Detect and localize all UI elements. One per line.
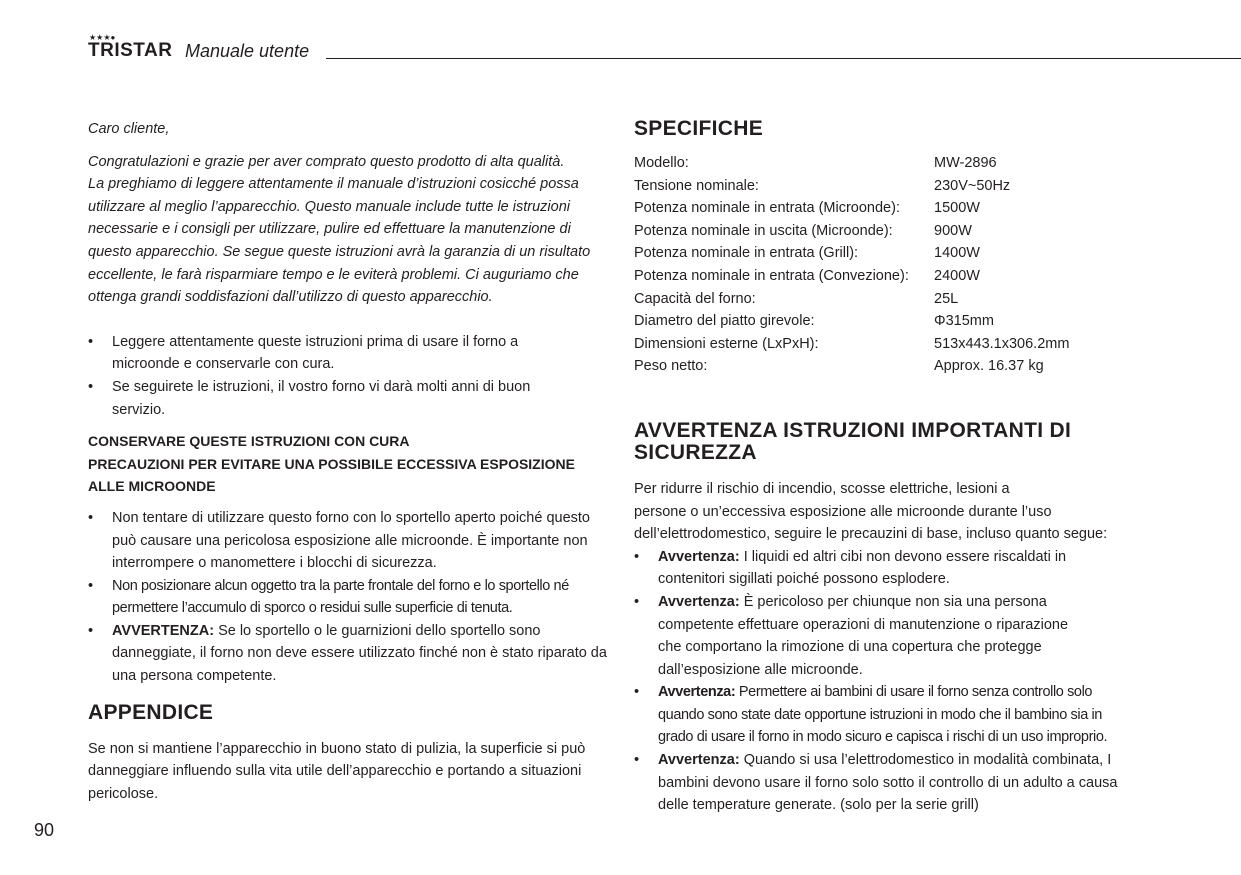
safety-intro-line: Per ridurre il rischio di incendio, scosse elettriche, lesioni a — [634, 480, 1010, 497]
item-text: I liquidi ed altri cibi non devono essere riscaldati in contenitori sigillati poiché possono esplodere. — [658, 548, 1067, 588]
specifications-title: SPECIFICHE — [634, 117, 764, 140]
list-item — [634, 546, 1134, 591]
list-item: • Se seguirete le istruzioni, il vostro forno vi darà molti anni di buon servizio. — [88, 376, 558, 421]
spec-row — [634, 152, 1174, 175]
warning-label: Avvertenza: — [658, 548, 740, 565]
spec-row — [634, 333, 1174, 356]
item-text: Se lo sportello o le guarnizioni dello sportello sono danneggiate, il forno non deve essere utilizzato finché non è stato riparato da una persona competente. — [112, 622, 607, 685]
spec-row — [634, 310, 1174, 333]
spec-value: 1400W — [934, 245, 980, 262]
warning-label: Avvertenza: — [658, 752, 740, 769]
appendix-title: APPENDICE — [88, 700, 214, 724]
list-item — [88, 507, 608, 575]
item-text: Quando si usa l’elettrodomestico in modalità combinata, I bambini devono usare il forno solo sotto il controllo di un adulto a causa delle temperature generate. (solo per la serie grill) — [658, 752, 1118, 814]
spec-label: Potenza nominale in entrata (Microonde): — [634, 200, 900, 217]
section-heading: PRECAUZIONI PER EVITARE UNA POSSIBILE ECCESSIVA ESPOSIZIONE ALLE MICROONDE — [88, 455, 575, 495]
bullet-list-precautions — [88, 507, 608, 688]
spec-value: 1500W — [934, 200, 980, 217]
list-item: • Leggere attentamente queste istruzioni prima di usare il forno a microonde e conservarle con cura. — [88, 331, 558, 376]
list-item — [634, 591, 1134, 681]
page-number: 90 — [34, 820, 55, 840]
spec-value: 230V~50Hz — [934, 177, 1011, 194]
item-text: Non posizionare alcun oggetto tra la parte frontale del forno e lo sportello né permettere l’accumulo di sporco o residui sulle superficie di tenuta. — [112, 577, 569, 617]
section-heading: CONSERVARE QUESTE ISTRUZIONI CON CURA — [88, 433, 410, 450]
spec-value: 900W — [934, 222, 972, 239]
intro-line: eccellente, le farà risparmiare tempo e le eviterà problemi. Ci auguriamo che — [88, 266, 579, 283]
warning-label: AVVERTENZA: — [112, 622, 215, 639]
list-item — [88, 575, 608, 620]
spec-label: Tensione nominale: — [634, 177, 759, 194]
spec-value: 2400W — [934, 267, 980, 284]
warning-label: Avvertenza: — [658, 593, 740, 610]
logo-wordmark: TRISTAR — [88, 40, 173, 61]
manual-title: Manuale utente — [185, 41, 310, 61]
spec-row — [634, 197, 1174, 220]
list-item — [88, 620, 608, 688]
spec-row — [634, 242, 1174, 265]
bullet-list-general — [88, 331, 558, 421]
page-header — [88, 34, 1241, 64]
spec-label: Potenza nominale in entrata (Grill): — [634, 245, 859, 262]
intro-paragraph — [88, 151, 608, 309]
safety-intro-line: dell’elettrodomestico, seguire le precauzini di base, incluso quanto segue: — [634, 526, 1108, 543]
item-text: È pericoloso per chiunque non sia una persona competente effettuare operazioni di manutenzione o riparazione che comportano la rimozione di una copertura che protegge dall’esposizione alle microonde. — [658, 593, 1069, 678]
header-divider — [326, 58, 1241, 59]
spec-label: Diametro del piatto girevole: — [634, 313, 815, 330]
spec-row — [634, 265, 1174, 288]
item-text: Non tentare di utilizzare questo forno con lo sportello aperto poiché questo può causare una pericolosa esposizione alle microonde. È importante non interrompere o manomettere i blocchi di sicurezza. — [112, 509, 590, 572]
spec-value: 25L — [934, 290, 959, 307]
spec-row — [634, 175, 1174, 198]
warning-label: Avvertenza: — [658, 684, 736, 701]
tristar-logo — [88, 34, 180, 60]
list-item — [634, 749, 1134, 817]
safety-intro-line: persone o un’eccessiva esposizione alle microonde durante l’uso — [634, 503, 1052, 520]
bullet-list-warnings — [634, 546, 1134, 817]
specifications-table — [634, 152, 1174, 378]
left-column — [88, 118, 608, 805]
safety-intro — [634, 478, 1174, 546]
spec-label: Capacità del forno: — [634, 290, 756, 307]
spec-value: 513x443.1x306.2mm — [934, 335, 1070, 352]
intro-line: Congratulazioni e grazie per aver comprato questo prodotto di alta qualità. — [88, 153, 565, 170]
appendix-text: Se non si mantiene l’apparecchio in buono stato di pulizia, la superficie si può danneggiare influendo sulla vita utile dell’apparecchio e portando a situazioni pericolose. — [88, 740, 586, 802]
intro-line: utilizzare al meglio l’apparecchio. Questo manuale include tutte le istruzioni — [88, 198, 570, 215]
intro-line: questo apparecchio. Se segue queste istruzioni avrà la garanzia di un risultato — [88, 243, 591, 260]
spec-label: Dimensioni esterne (LxPxH): — [634, 335, 819, 352]
list-item — [634, 681, 1134, 749]
spec-row — [634, 220, 1174, 243]
spec-label: Modello: — [634, 155, 689, 171]
intro-line: necessarie e i consigli per utilizzare, pulire ed effettuare la manutenzione di — [88, 221, 571, 238]
spec-label: Peso netto: — [634, 358, 708, 375]
spec-label: Potenza nominale in entrata (Convezione): — [634, 267, 909, 284]
safety-warning-title: AVVERTENZA ISTRUZIONI IMPORTANTI DI SICUREZZA — [634, 418, 1072, 464]
right-column — [634, 118, 1174, 817]
spec-label: Potenza nominale in uscita (Microonde): — [634, 222, 893, 239]
item-text: Permettere ai bambini di usare il forno senza controllo solo quando sono state date opportune istruzioni in modo che il bambino sia in grado di usare il forno in modo sicuro e capisca i rischi di un uso improprio. — [658, 684, 1108, 746]
spec-row — [634, 288, 1174, 311]
greeting: Caro cliente, — [88, 121, 170, 137]
spec-value: Φ315mm — [934, 313, 994, 330]
spec-value: Approx. 16.37 kg — [934, 358, 1044, 375]
spec-value: MW-2896 — [934, 155, 997, 171]
logo-stars: ★★★● — [89, 33, 116, 42]
intro-line: La preghiamo di leggere attentamente il manuale d’istruzioni cosicché possa — [88, 176, 579, 193]
intro-line: ottenga grandi soddisfazioni dall’utilizzo di questo apparecchio. — [88, 289, 493, 306]
spec-row — [634, 355, 1174, 378]
